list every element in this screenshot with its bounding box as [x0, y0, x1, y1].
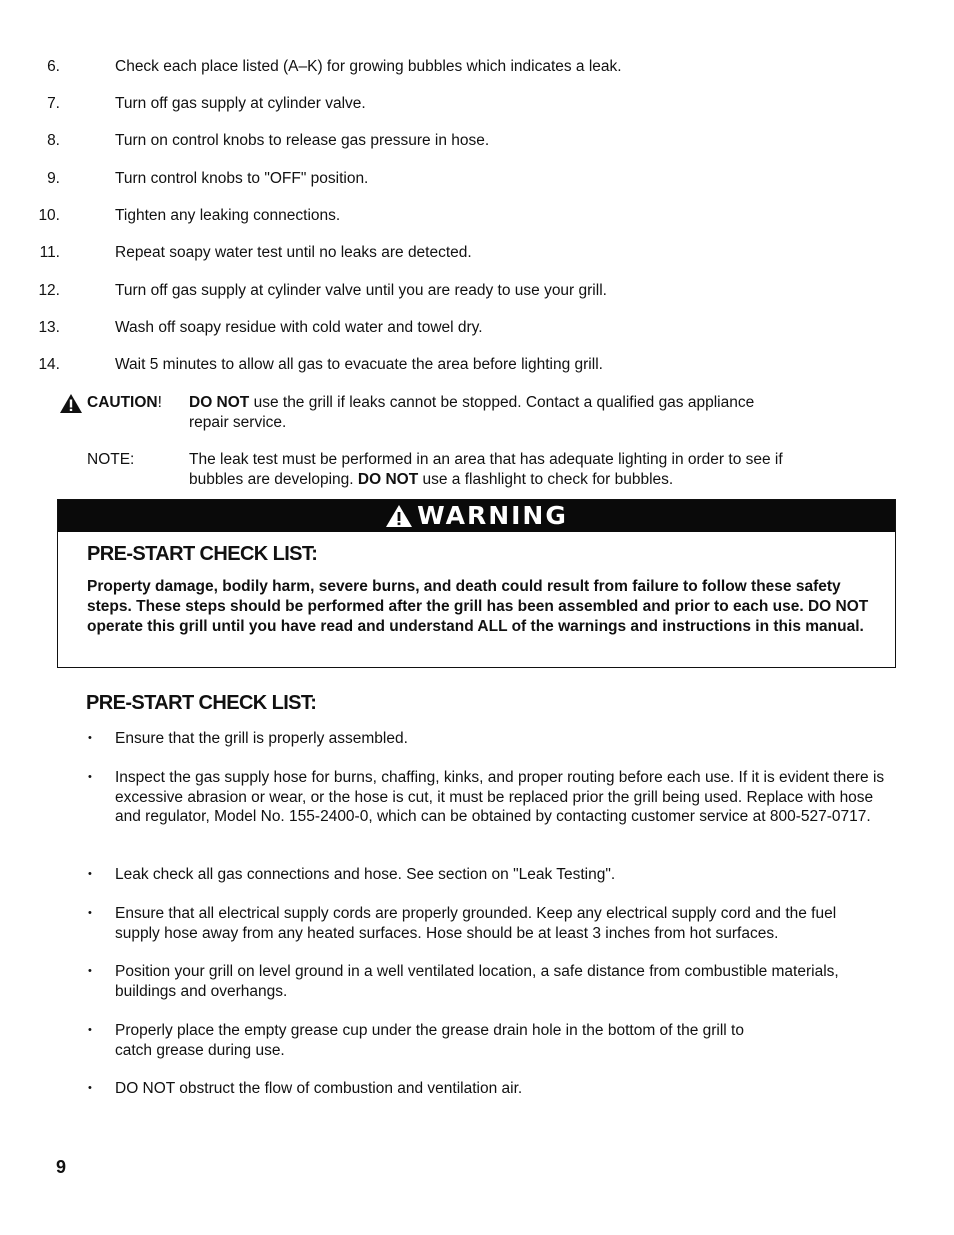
bullet-icon: •	[88, 1024, 92, 1036]
note-text: The leak test must be performed in an area that has adequate lighting in order to see if bubbles are developing. DO NOT use a flashlight to check for bubbles.	[189, 451, 783, 488]
list-item-text: Properly place the empty grease cup under the grease drain hole in the bottom of the grill to catch grease during use.	[115, 1022, 744, 1059]
step-number: 13.	[38, 319, 60, 336]
step-number: 14.	[38, 356, 60, 373]
caution-triangle-icon	[60, 394, 82, 413]
step-number: 7.	[47, 95, 60, 112]
step-number: 12.	[38, 282, 60, 299]
list-item-text: Position your grill on level ground in a well ventilated location, a safe distance from combustible materials, buildings and overhangs.	[115, 963, 839, 1000]
step-number: 10.	[38, 207, 60, 224]
caution-label: CAUTION!	[87, 394, 162, 411]
step-text: Wait 5 minutes to allow all gas to evacuate the area before lighting grill.	[115, 356, 603, 373]
step-text: Turn control knobs to "OFF" position.	[115, 170, 369, 187]
step-text: Turn off gas supply at cylinder valve.	[115, 95, 366, 112]
list-item-text: Ensure that the grill is properly assembled.	[115, 730, 408, 747]
step-text: Wash off soapy residue with cold water and towel dry.	[115, 319, 483, 336]
list-item-text: Inspect the gas supply hose for burns, chaffing, kinks, and proper routing before each use. If it is evident there is excessive abrasion or wear, or the hose is cut, it must be replaced prior the grill being used. Replace with hose and regulator, Model No. 155-2400-0, which can be obtained by contacting customer service at 800-527-0717.	[115, 769, 885, 825]
step-text: Turn on control knobs to release gas pressure in hose.	[115, 132, 490, 149]
caution-text: DO NOT use the grill if leaks cannot be stopped. Contact a qualified gas appliance repair service.	[189, 394, 755, 431]
list-item-text: Ensure that all electrical supply cords are properly grounded. Keep any electrical supply cord and the fuel supply hose away from any heated surfaces. Hose should be at least 3 inches from hot surfaces.	[115, 905, 837, 942]
step-number: 9.	[47, 170, 60, 187]
step-number: 6.	[47, 58, 60, 75]
step-text: Check each place listed (A–K) for growing bubbles which indicates a leak.	[115, 58, 622, 75]
warning-banner-text: WARNING	[417, 501, 568, 530]
bullet-icon: •	[88, 965, 92, 977]
bullet-icon: •	[88, 732, 92, 744]
warning-box	[57, 499, 896, 668]
warning-heading: PRE-START CHECK LIST:	[87, 543, 318, 565]
warning-triangle-icon	[385, 504, 413, 528]
page-number: 9	[56, 1157, 67, 1177]
step-text: Repeat soapy water test until no leaks are detected.	[115, 244, 472, 261]
list-item-text: DO NOT obstruct the flow of combustion and ventilation air.	[115, 1080, 523, 1097]
step-text: Turn off gas supply at cylinder valve until you are ready to use your grill.	[115, 282, 607, 299]
step-number: 8.	[47, 132, 60, 149]
step-number: 11.	[39, 244, 60, 261]
bullet-icon: •	[88, 868, 92, 880]
checklist-heading: PRE-START CHECK LIST:	[86, 692, 317, 714]
list-item-text: Leak check all gas connections and hose. See section on "Leak Testing".	[115, 866, 616, 883]
warning-body: Property damage, bodily harm, severe burns, and death could result from failure to follow these safety steps. These steps should be performed after the grill has been assembled and prior to each use. DO NOT operate this grill until you have read and understand ALL of the warnings and instructions in this manual.	[87, 578, 869, 635]
bullet-icon: •	[88, 771, 92, 783]
warning-banner	[58, 500, 895, 532]
bullet-icon: •	[88, 907, 92, 919]
note-label: NOTE:	[87, 451, 135, 468]
step-text: Tighten any leaking connections.	[115, 207, 341, 224]
bullet-icon: •	[88, 1082, 92, 1094]
